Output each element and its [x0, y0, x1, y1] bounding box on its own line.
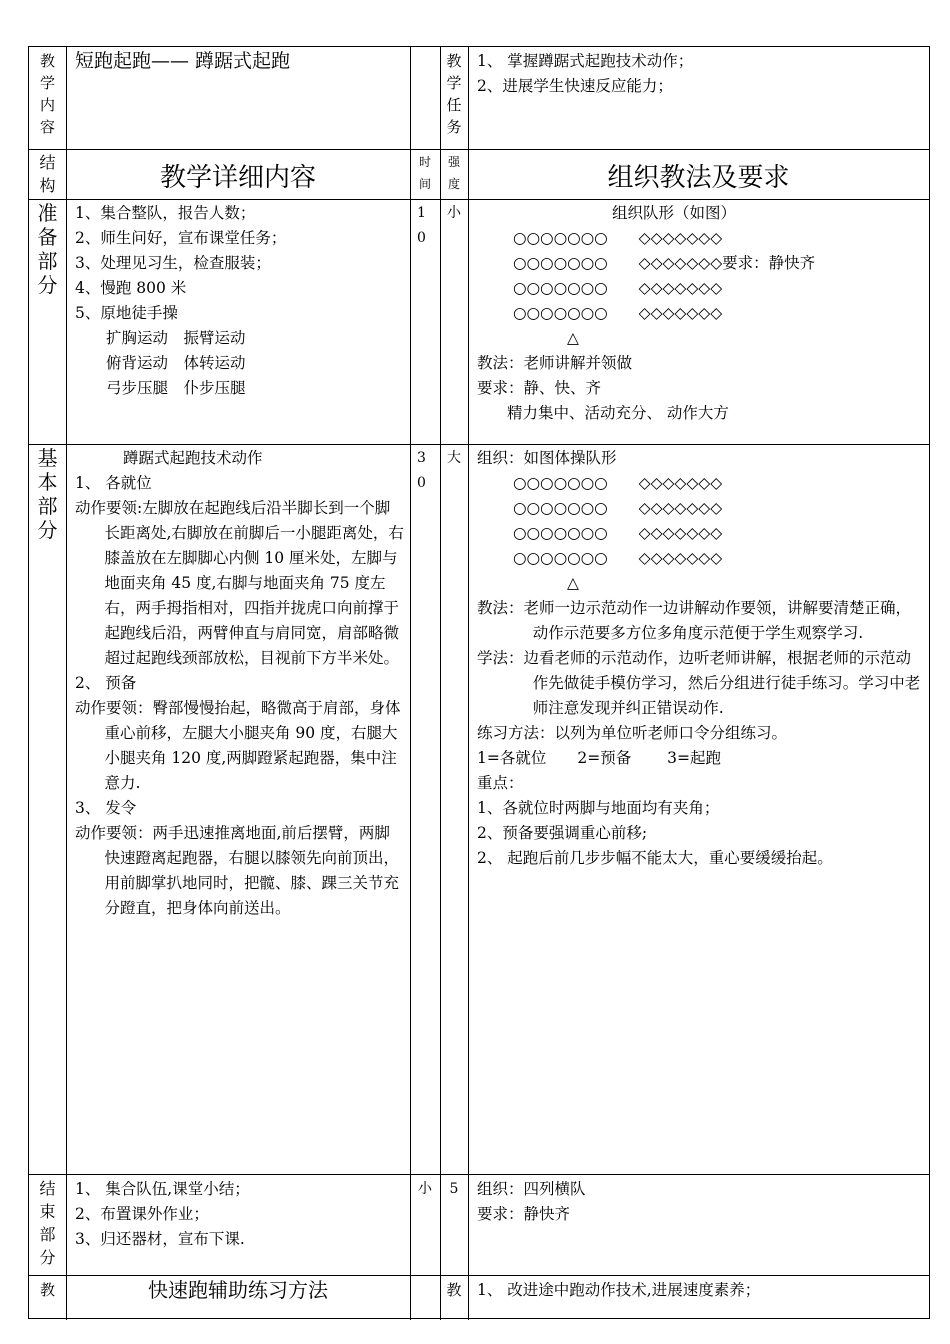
structure-header: 结 构	[39, 153, 56, 195]
teaching-method: 教法：老师一边示范动作一边讲解动作要领，讲解要清楚正确，动作示范要多方位多角度示范便于学生观察学习.	[477, 599, 912, 642]
basic-intensity: 大	[447, 450, 461, 466]
end-time: 小	[418, 1181, 432, 1197]
row-divider-3	[29, 444, 929, 445]
prep-item: 5、原地徒手操	[75, 304, 178, 322]
key-points-label: 重点：	[477, 774, 524, 792]
row-divider-5	[29, 1275, 929, 1276]
practice-method: 练习方法：以列为单位听老师口令分组练习。	[477, 724, 788, 742]
step-description: 动作要领:左脚放在起跑线后沿半脚长到一个脚长距离处,右脚放在前脚后一小腿距离处，右膝盖放在左脚脚心内侧 10 厘米处，左脚与地面夹角 45 度,右脚与地面夹角 75 度左右，两手拇指相对，四指并拢虎口向前撑于起跑线后沿，两臂伸直与肩同宽，肩部略微超过起跑线颈部放松，目视前下方半米处。	[75, 499, 404, 667]
teacher-triangle-icon: △	[567, 329, 579, 347]
basic-content	[75, 446, 405, 921]
basic-section-label: 基 本 部 分	[37, 446, 58, 542]
basic-org: 组织：如图体操队形	[477, 449, 617, 467]
next-task-label: 教	[446, 1281, 462, 1299]
prep-item: 弓步压腿 仆步压腿	[75, 379, 246, 397]
formation-row: ○○○○○○○ ◇◇◇◇◇◇◇	[513, 474, 723, 492]
prep-item: 2、师生问好，宣布课堂任务；	[75, 229, 287, 247]
col-divider-1	[66, 47, 67, 1320]
col-divider-4	[468, 47, 469, 1320]
prep-item: 俯背运动 体转运动	[75, 354, 246, 372]
step-heading: 1、 各就位	[75, 474, 152, 492]
task-label: 教 学 任 务	[446, 52, 462, 136]
step-description: 动作要领：两手迅速推离地面,前后摆臂，两脚快速蹬离起跑器，右腿以膝领先向前顶出，用前脚掌扒地同时，把髋、膝、踝三关节充分蹬直，把身体向前送出。	[75, 824, 399, 917]
formation-row: ○○○○○○○ ◇◇◇◇◇◇◇	[513, 279, 723, 297]
lesson-topic: 短跑起跑—— 蹲踞式起跑	[75, 50, 291, 72]
row-divider-2	[29, 199, 929, 200]
prep-item: 4、慢跑 800 米	[75, 279, 187, 297]
end-item: 1、 集合队伍,课堂小结；	[75, 1180, 250, 1198]
step-heading: 2、 预备	[75, 674, 137, 692]
formation-row: ○○○○○○○ ◇◇◇◇◇◇◇	[513, 524, 723, 542]
prep-requirement-detail: 精力集中、活动充分、 动作大方	[507, 404, 729, 422]
formation-row: ○○○○○○○ ◇◇◇◇◇◇◇要求：静快齐	[513, 254, 816, 272]
step-heading: 3、 发令	[75, 799, 137, 817]
next-task: 1、 改进途中跑动作技术,进展速度素养；	[477, 1281, 761, 1299]
task-item: 1、 掌握蹲踞式起跑技术动作；	[477, 52, 694, 70]
step-description: 动作要领：臀部慢慢抬起，略微高于肩部，身体重心前移，左腿大小腿夹角 90 度，右腿大小腿夹角 120 度,两脚蹬紧起跑器，集中注意力.	[75, 699, 401, 792]
end-organization	[477, 1177, 927, 1227]
key-point: 2、预备要强调重心前移;	[477, 824, 648, 842]
intensity-header: 强 度	[447, 155, 460, 191]
row-divider-1	[29, 149, 929, 150]
prep-requirement: 要求：静、快、齐	[477, 379, 602, 397]
end-item: 3、归还器材，宣布下课.	[75, 1230, 245, 1248]
end-section-label: 结 束 部 分	[39, 1179, 56, 1267]
end-intensity: 5	[449, 1181, 459, 1197]
formation-title: 组织队形（如图）	[612, 204, 737, 222]
prep-organization	[477, 201, 927, 426]
prep-items	[75, 201, 408, 401]
basic-time: 3 0	[417, 450, 426, 491]
learning-method: 学法：边看老师的示范动作，边听老师讲解，根据老师的示范动作先做徒手模仿学习，然后分组进行徒手练习。学习中老师注意发现并纠正错误动作.	[477, 649, 921, 717]
basic-title: 蹲踞式起跑技术动作	[123, 449, 263, 467]
prep-item: 3、处理见习生，检查服装；	[75, 254, 271, 272]
teacher-triangle-icon: △	[567, 574, 579, 592]
prep-item: 1、集合整队，报告人数；	[75, 204, 256, 222]
formation-row: ○○○○○○○ ◇◇◇◇◇◇◇	[513, 229, 723, 247]
row-divider-4	[29, 1174, 929, 1175]
prep-time: 1 0	[417, 205, 426, 246]
task-item: 2、进展学生快速反应能力；	[477, 77, 673, 95]
method-header: 组织教法及要求	[607, 163, 790, 193]
formation-row: ○○○○○○○ ◇◇◇◇◇◇◇	[513, 304, 723, 322]
end-requirement: 要求：静快齐	[477, 1205, 571, 1223]
col-divider-3	[440, 47, 441, 1320]
formation-row: ○○○○○○○ ◇◇◇◇◇◇◇	[513, 499, 723, 517]
formation-row: ○○○○○○○ ◇◇◇◇◇◇◇	[513, 549, 723, 567]
lesson-plan-table	[28, 46, 930, 1319]
next-content-label: 教	[39, 1281, 55, 1299]
key-point: 2、 起跑后前几步步幅不能太大，重心要缓缓抬起。	[477, 849, 833, 867]
end-items	[75, 1177, 405, 1252]
prep-item: 扩胸运动 振臂运动	[75, 329, 246, 347]
content-header: 教学详细内容	[159, 163, 316, 193]
time-header: 时 间	[418, 155, 431, 191]
prep-intensity: 小	[447, 205, 461, 221]
prep-method: 教法：老师讲解并领做	[477, 354, 633, 372]
next-topic: 快速跑辅助练习方法	[148, 1278, 328, 1302]
prep-section-label: 准 备 部 分	[37, 201, 58, 297]
end-org: 组织：四列横队	[477, 1180, 586, 1198]
content-label: 教 学 内 容	[39, 52, 55, 136]
key-point: 1、各就位时两脚与地面均有夹角；	[477, 799, 720, 817]
end-item: 2、布置课外作业；	[75, 1205, 209, 1223]
task-list	[477, 49, 927, 99]
basic-organization	[477, 446, 924, 871]
command-list: 1=各就位 2=预备 3=起跑	[477, 749, 721, 767]
